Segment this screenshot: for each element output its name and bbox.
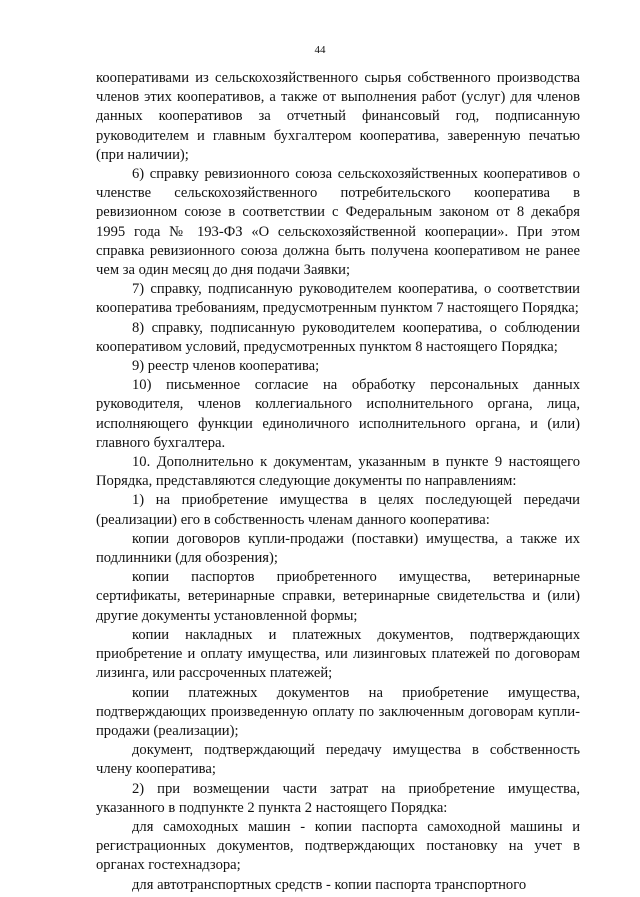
page-number: 44: [314, 44, 326, 56]
paragraph: 2) при возмещении части затрат на приобретение имущества, указанного в подпункте 2 пункта 2 настоящего Порядка:: [96, 780, 580, 816]
paragraph: копии договоров купли-продажи (поставки) имущества, а также их подлинники (для обозрения);: [96, 530, 580, 567]
paragraph: кооперативами из сельскохозяйственного сырья собственного производства членов этих кооперативов, а также от выполнения работ (услуг) для членов данных кооперативов за отчетный финансовый год, подписанную руководителем и главным бухгалтером кооператива, заверенную печатью (при наличии);: [96, 70, 580, 163]
paragraph: 6) справку ревизионного союза сельскохозяйственных кооперативов о членстве сельскохозяйственного потребительского кооператива в ревизионном союзе в соответствии с Федеральным законом от 8 декабря 1995 года № 193-ФЗ «О сельскохозяйственной кооперации». При этом справка ревизионного союза должна быть получена кооперативом не ранее чем за один месяц до дня подачи Заявки;: [96, 166, 580, 279]
paragraph: 8) справку, подписанную руководителем кооператива, о соблюдении кооперативом условий, предусмотренных пунктом 8 настоящего Порядка;: [96, 319, 580, 355]
paragraph: 7) справку, подписанную руководителем кооператива, о соответствии кооператива требованиям, предусмотренным пунктом 7 настоящего Порядка;: [96, 281, 580, 317]
paragraph: для самоходных машин - копии паспорта самоходной машины и регистрационных документов, подтверждающих постановку на учет в органах гостехнадзора;: [96, 818, 580, 874]
paragraph: копии накладных и платежных документов, подтверждающих приобретение и оплату имущества, или лизинговых платежей по договорам лизинга, или рассроченных платежей;: [96, 626, 580, 682]
paragraph: документ, подтверждающий передачу имущества в собственность члену кооператива;: [96, 742, 580, 778]
document-body: [96, 69, 580, 895]
paragraph: 10. Дополнительно к документам, указанным в пункте 9 настоящего Порядка, представляются следующие документы по направлениям:: [96, 454, 580, 490]
paragraph: 10) письменное согласие на обработку персональных данных руководителя, членов коллегиального исполнительного органа, лица, исполняющего функции единоличного исполнительного органа, и (или) главного бухгалтера.: [96, 377, 580, 451]
paragraph: 1) на приобретение имущества в целях последующей передачи (реализации) его в собственность членам данного кооператива:: [96, 492, 580, 528]
paragraph: копии паспортов приобретенного имущества, ветеринарные сертификаты, ветеринарные справки, ветеринарные свидетельства и (или) другие документы установленной формы;: [96, 569, 580, 624]
paragraph: 9) реестр членов кооператива;: [132, 358, 320, 375]
paragraph: для автотранспортных средств - копии паспорта транспортного: [132, 876, 527, 893]
paragraph: копии платежных документов на приобретение имущества, подтверждающих произведенную оплату по заключенным договорам купли-продажи (реализации);: [96, 684, 580, 739]
